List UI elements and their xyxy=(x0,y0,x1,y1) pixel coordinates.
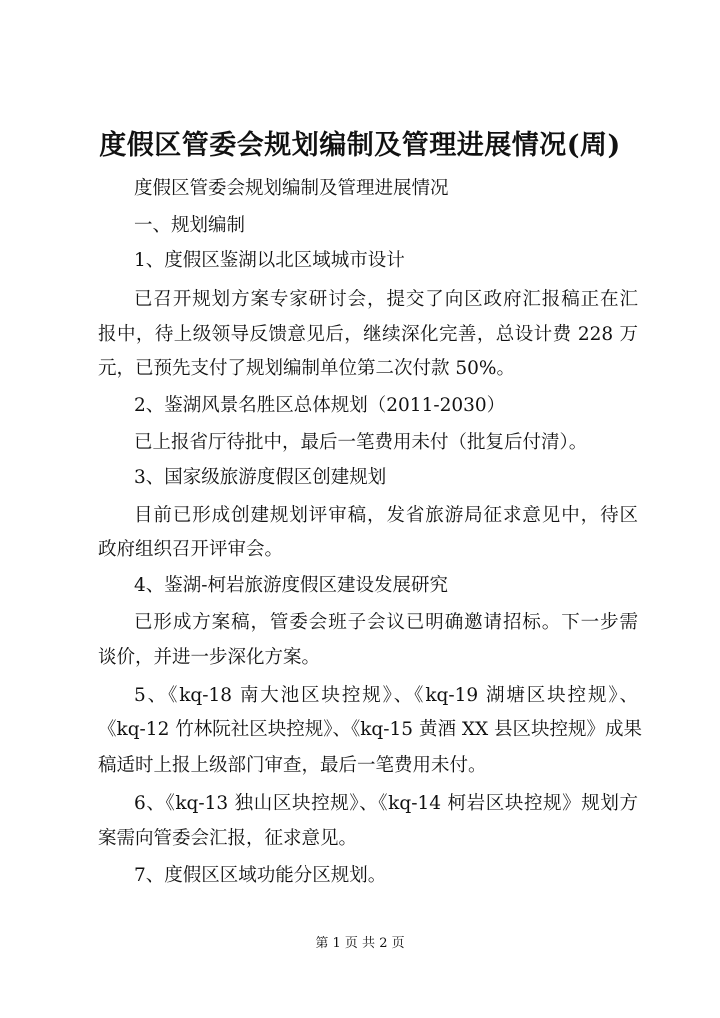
item-heading-2: 2、鉴湖风景名胜区总体规划（2011-2030） xyxy=(134,395,506,416)
paragraph-line: 报中，待上级领导反馈意见后，继续深化完善，总设计费 228 万 xyxy=(98,324,638,345)
paragraph-line: 《kq-12 竹林阮社区块控规》、《kq-15 黄酒 XX 县区块控规》成果 xyxy=(98,719,643,740)
item-heading-3: 3、国家级旅游度假区创建规划 xyxy=(134,467,387,488)
item-heading-1: 1、度假区鉴湖以北区域城市设计 xyxy=(134,250,405,271)
paragraph-line: 已召开规划方案专家研讨会，提交了向区政府汇报稿正在汇 xyxy=(134,289,638,310)
document-title: 度假区管委会规划编制及管理进展情况(周) xyxy=(99,130,621,161)
item-heading-5: 5、《kq-18 南大池区块控规》、《kq-19 湖塘区块控规》、 xyxy=(134,685,638,706)
subtitle-line: 度假区管委会规划编制及管理进展情况 xyxy=(134,178,449,199)
paragraph-line: 稿适时上报上级部门审查，最后一笔费用未付。 xyxy=(98,755,487,776)
section-heading: 一、规划编制 xyxy=(134,215,246,236)
paragraph-line: 目前已形成创建规划评审稿，发省旅游局征求意见中，待区 xyxy=(134,505,638,526)
item-heading-6: 6、《kq-13 独山区块控规》、《kq-14 柯岩区块控规》规划方 xyxy=(134,793,638,814)
paragraph-line: 政府组织召开评审会。 xyxy=(98,539,284,560)
paragraph-line: 案需向管委会汇报，征求意见。 xyxy=(98,828,358,849)
paragraph-line: 谈价，并进一步深化方案。 xyxy=(98,647,321,668)
item-heading-7: 7、度假区区域功能分区规划。 xyxy=(134,865,387,886)
page-footer: 第 1 页 共 2 页 xyxy=(315,936,405,951)
paragraph-line: 已形成方案稿，管委会班子会议已明确邀请招标。下一步需 xyxy=(134,612,638,633)
paragraph-line: 元，已预先支付了规划编制单位第二次付款 50%。 xyxy=(98,358,516,379)
item-heading-4: 4、鉴湖-柯岩旅游度假区建设发展研究 xyxy=(134,575,449,596)
paragraph-line: 已上报省厅待批中，最后一笔费用未付（批复后付清）。 xyxy=(134,432,588,453)
